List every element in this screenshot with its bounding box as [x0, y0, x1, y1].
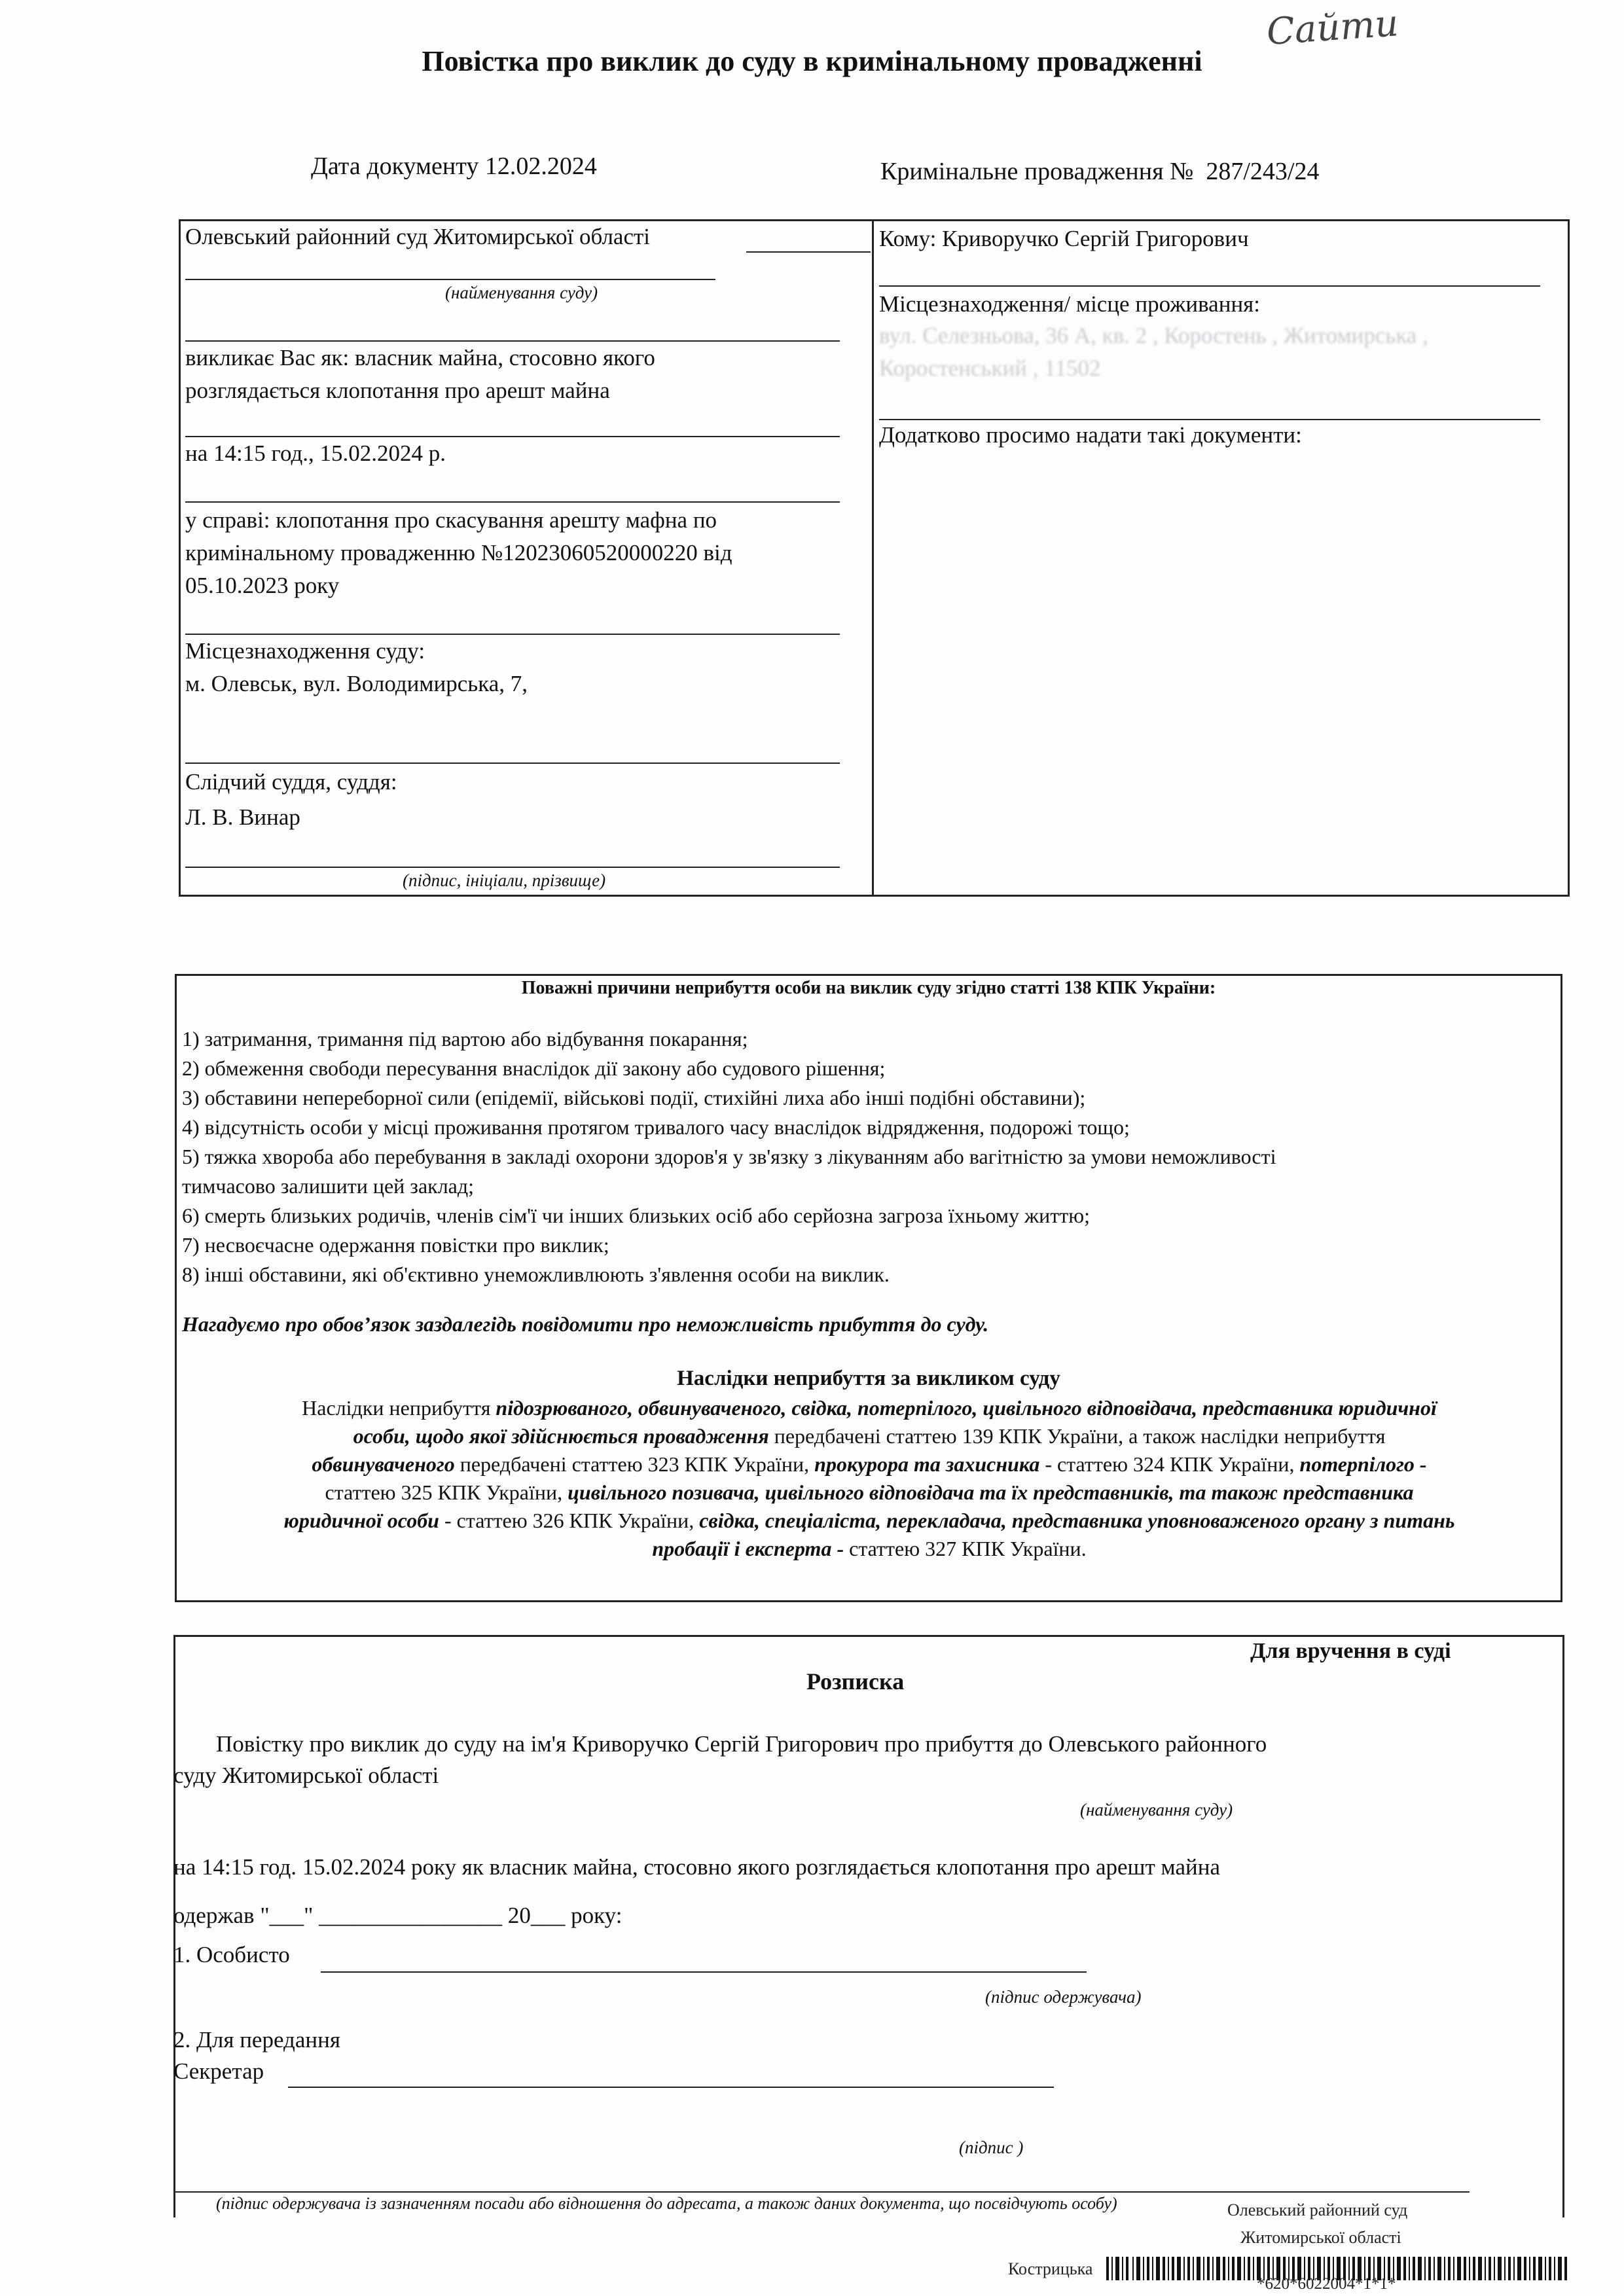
secretary-signature-caption: (підпис ) [959, 2138, 1024, 2157]
consequences-text [182, 1394, 1557, 1563]
court-stamp-region: Житомирської області [1240, 2228, 1401, 2247]
case-number-label: Кримінальне провадження № 287/243/24 [880, 158, 1320, 185]
hearing-time: на 14:15 год., 15.02.2024 р. [185, 440, 446, 466]
case-subject-line3: 05.10.2023 року [185, 573, 340, 598]
judge-label: Слідчий суддя, суддя: [185, 769, 397, 795]
secretary-signature-line [288, 2087, 1054, 2088]
column-divider [872, 219, 874, 897]
consequences-line: пробації і експерта - статтею 327 КПК України. [652, 1537, 1087, 1560]
court-location: м. Олевськ, вул. Володимирська, 7, [185, 671, 528, 696]
court-location-label: Місцезнаходження суду: [185, 638, 425, 664]
court-name-caption: (найменування суду) [445, 283, 598, 302]
receipt-time-line: на 14:15 год. 15.02.2024 року як власник майна, стосовно якого розглядається клопотання про арешт майна [173, 1854, 1220, 1880]
reason-item: 7) несвоєчасне одержання повістки про виклик; [182, 1233, 609, 1257]
reason-item: тимчасово залишити цей заклад; [182, 1174, 475, 1198]
page-title: Повістка про виклик до суду в кримінальному провадженні [422, 45, 1202, 77]
personally-signature-line [321, 1971, 1087, 1973]
consequences-line: особи, щодо якої здійснюється провадження передбачені статтею 139 КПК України, а також наслідки неприбуття [353, 1424, 1386, 1448]
court-name: Олевський районний суд Житомирської області [185, 224, 650, 249]
for-delivery-label: Для вручення в суді [1250, 1639, 1451, 1663]
handwritten-note: Сайти [1265, 2, 1400, 54]
consequences-line: обвинуваченого передбачені статтею 323 КПК України, прокурора та захисника - статтею 324 КПК України, потерпілого - [312, 1452, 1427, 1476]
receipt-line2: суду Житомирської області [173, 1763, 439, 1788]
residence-label: Місцезнаходження/ місце проживання: [879, 291, 1260, 317]
consequences-line: юридичної особи - статтею 326 КПК України, свідка, спеціаліста, перекладача, представника уповноваженого органу з питань [283, 1509, 1455, 1532]
residence-address-line1: вул. Селезньова, 36 А, кв. 2 , Коростень , Житомирська , [879, 323, 1428, 348]
judge-name: Л. В. Винар [185, 804, 300, 830]
consequences-line: Наслідки неприбуття підозрюваного, обвинуваченого, свідка, потерпілого, цивільного відповідача, представника юридичної [302, 1396, 1437, 1420]
clerk-name: Кострицька [1008, 2259, 1093, 2278]
reason-item: 5) тяжка хвороба або перебування в закладі охорони здоров'я у зв'язку з лікуванням або вагітністю за умови неможливості [182, 1145, 1276, 1168]
reason-item: 2) обмеження свободи пересування внаслідок дії закону або судового рішення; [182, 1056, 886, 1080]
reason-item: 6) смерть близьких родичів, членів сім'ї чи інших близьких осіб або серйозна загроза їхньому життю; [182, 1204, 1091, 1227]
judge-signature-caption: (підпис, ініціали, прізвище) [403, 870, 606, 890]
for-transfer-label: 2. Для передання [173, 2027, 340, 2053]
case-number: 287/243/24 [1206, 158, 1320, 185]
court-stamp: Олевський районний суд [1227, 2200, 1408, 2219]
secretary-label: Секретар [173, 2058, 264, 2084]
summons-role-line2: розглядається клопотання про арешт майна [185, 378, 610, 403]
consequences-line: статтею 325 КПК України, цивільного позивача, цивільного відповідача та їх представників, та також представника [325, 1480, 1414, 1504]
additional-documents-label: Додатково просимо надати такі документи: [879, 422, 1302, 448]
receipt-line1: Повістку про виклик до суду на ім'я Криворучко Сергій Григорович про прибуття до Олевського районного [216, 1731, 1267, 1757]
case-subject-line2: кримінальному провадженню №12023060520000220 від [185, 540, 732, 565]
summons-role-line1: викликає Вас як: власник майна, стосовно якого [185, 345, 655, 370]
personally-label: 1. Особисто [173, 1942, 290, 1967]
reason-item: 1) затримання, тримання під вартою або відбування покарання; [182, 1027, 748, 1050]
consequences-heading: Наслідки неприбуття за викликом суду [677, 1367, 1060, 1390]
case-subject-line1: у справі: клопотання про скасування арешту мафна по [185, 507, 717, 533]
reasons-heading: Поважні причини неприбуття особи на виклик суду згідно статті 138 КПК України: [521, 978, 1216, 998]
reasons-list [182, 1024, 1557, 1289]
reminder: Нагадуємо про обов’язок заздалегідь повідомити про неможливість прибуття до суду. [182, 1312, 989, 1336]
residence-address-line2: Коростенський , 11502 [879, 355, 1101, 381]
recipient: Кому: Криворучко Сергій Григорович [879, 226, 1249, 251]
receipt-title: Розписка [806, 1668, 905, 1695]
receipt-court-caption: (найменування суду) [1080, 1800, 1233, 1820]
footer-caption: (підпис одержувача із зазначенням посади або відношення до адресата, а також даних документа, що посвідчують особу) [216, 2194, 1117, 2213]
reason-item: 3) обставини непереборної сили (епідемії, військові події, стихійні лиха або інші подібні обставини); [182, 1086, 1086, 1109]
reason-item: 8) інші обставини, які об'єктивно унеможливлюють з'явлення особи на виклик. [182, 1263, 890, 1286]
recipient-signature-caption: (підпис одержувача) [985, 1987, 1142, 2007]
received-date-line: одержав "___" ________________ 20___ року: [173, 1903, 623, 1928]
document-date: Дата документу 12.02.2024 [311, 152, 597, 180]
reason-item: 4) відсутність особи у місці проживання протягом тривалого часу внаслідок відрядження, подорожі тощо; [182, 1115, 1130, 1139]
barcode-text: *620*6022004*1*1* [1257, 2275, 1396, 2293]
